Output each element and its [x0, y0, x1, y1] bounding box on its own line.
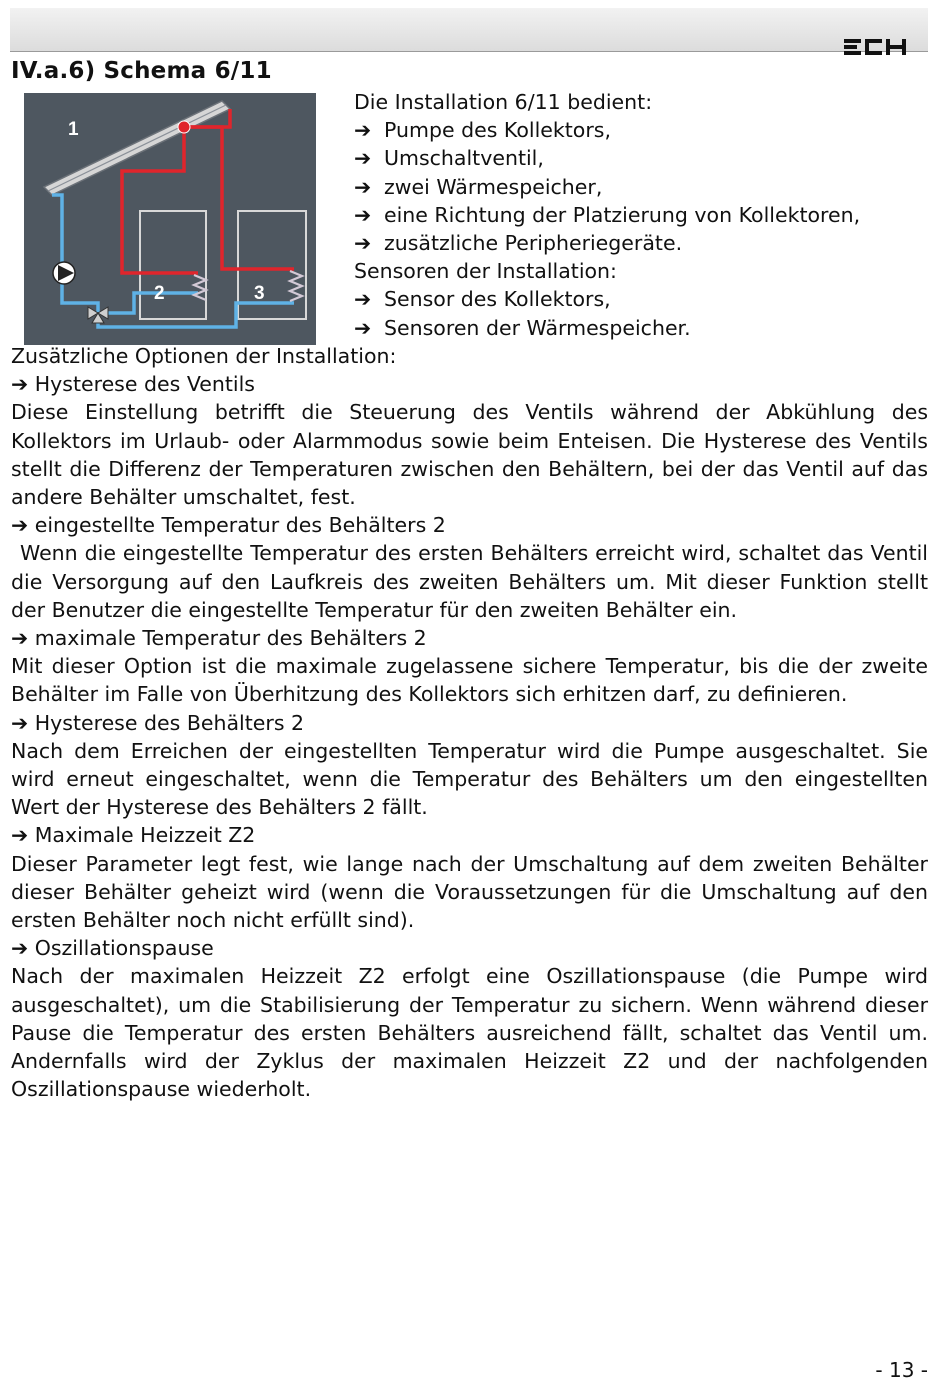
- diagram-label-1: 1: [68, 119, 79, 140]
- arrow-right-icon: ➔: [354, 202, 372, 227]
- arrow-right-icon: ➔: [354, 174, 372, 199]
- arrow-right-icon: ➔: [11, 626, 29, 651]
- page-header: [10, 8, 928, 52]
- option-description: Dieser Parameter legt fest, wie lange nach der Umschaltung auf dem zweiten Behälter dieser Behälter geheizt wird (wenn die Voraussetzungen für die Umschaltung auf den ersten Behälter noch nicht erfüllt sind).: [11, 851, 928, 933]
- ech-logo: [844, 38, 906, 56]
- serves-item: ➔ zwei Wärmespeicher,: [354, 173, 929, 201]
- diagram-label-3: 3: [254, 283, 265, 304]
- option-description: Mit dieser Option ist die maximale zugelassene sichere Temperatur, bis die der zweite Behälter im Falle von Überhitzung des Kollektors sich erhitzen darf, zu definieren.: [11, 654, 928, 707]
- option-title: ➔ Maximale Heizzeit Z2: [11, 823, 256, 848]
- arrow-right-icon: ➔: [354, 146, 372, 171]
- installation-schema-diagram: [24, 93, 316, 345]
- arrow-right-icon: ➔: [11, 513, 29, 538]
- arrow-right-icon: ➔: [11, 372, 29, 397]
- arrow-right-icon: ➔: [354, 118, 372, 143]
- arrow-right-icon: ➔: [354, 315, 372, 340]
- serves-item: ➔ Umschaltventil,: [354, 144, 929, 172]
- options-heading: Zusätzliche Optionen der Installation:: [11, 344, 397, 368]
- serves-item: ➔ Pumpe des Kollektors,: [354, 116, 929, 144]
- option-description: Nach dem Erreichen der eingestellten Temperatur wird die Pumpe ausgeschaltet. Sie wird erneut eingeschaltet, wenn die Temperatur des Behälters um den eingestellten Wert der Hysterese des Behälters 2 fällt.: [11, 738, 928, 820]
- option-title: ➔ Hysterese des Behälters 2: [11, 710, 305, 735]
- option-title: ➔ Oszillationspause: [11, 936, 214, 961]
- installation-summary: [354, 88, 929, 342]
- option-description: Nach der maximalen Heizzeit Z2 erfolgt eine Oszillationspause (die Pumpe wird ausgeschaltet), um die Stabilisierung der Temperatur zu sichern. Wenn während dieser Pause die Temperatur des ersten Behälters ausreichend fällt, schaltet das Ventil um. Andernfalls wird der Zyklus der maximalen Heizzeit Z2 und der nachfolgenden Oszillationspause wiederholt.: [11, 964, 928, 1102]
- option-title: ➔ eingestellte Temperatur des Behälters 2: [11, 513, 446, 538]
- arrow-right-icon: ➔: [11, 710, 29, 735]
- option-description: Wenn die eingestellte Temperatur des ersten Behälters erreicht wird, schaltet das Ventil die Versorgung auf den Laufkreis des zweiten Behälters um. Mit dieser Funktion stellt der Benutzer die eingestellte Temperatur für den zweiten Behälter ein.: [11, 541, 928, 622]
- sensor-item: ➔ Sensor des Kollektors,: [354, 285, 929, 313]
- option-title: ➔ maximale Temperatur des Behälters 2: [11, 626, 427, 651]
- section-title: IV.a.6) Schema 6/11: [11, 58, 272, 84]
- sensors-heading: Sensoren der Installation:: [354, 259, 617, 284]
- page-number: - 13 -: [875, 1358, 928, 1382]
- sensor-item: ➔ Sensoren der Wärmespeicher.: [354, 314, 929, 342]
- arrow-right-icon: ➔: [354, 287, 372, 312]
- diagram-label-2: 2: [154, 283, 165, 304]
- arrow-right-icon: ➔: [11, 936, 29, 961]
- serves-item: ➔ eine Richtung der Platzierung von Kollektoren,: [354, 201, 929, 229]
- serves-heading: Die Installation 6/11 bedient:: [354, 90, 653, 114]
- arrow-right-icon: ➔: [354, 231, 372, 256]
- arrow-right-icon: ➔: [11, 823, 29, 848]
- serves-item: ➔ zusätzliche Peripheriegeräte.: [354, 229, 929, 257]
- collector-sensor: [178, 121, 190, 133]
- option-title: ➔ Hysterese des Ventils: [11, 372, 255, 397]
- options-section: [11, 342, 928, 1103]
- option-description: Diese Einstellung betrifft die Steuerung des Ventils während der Abkühlung des Kollektors im Urlaub- oder Alarmmodus sowie beim Enteisen. Die Hysterese des Ventils stellt die Differenz der Temperaturen zwischen den Behältern, bei der das Ventil auf das andere Behälter umschaltet, fest.: [11, 400, 928, 510]
